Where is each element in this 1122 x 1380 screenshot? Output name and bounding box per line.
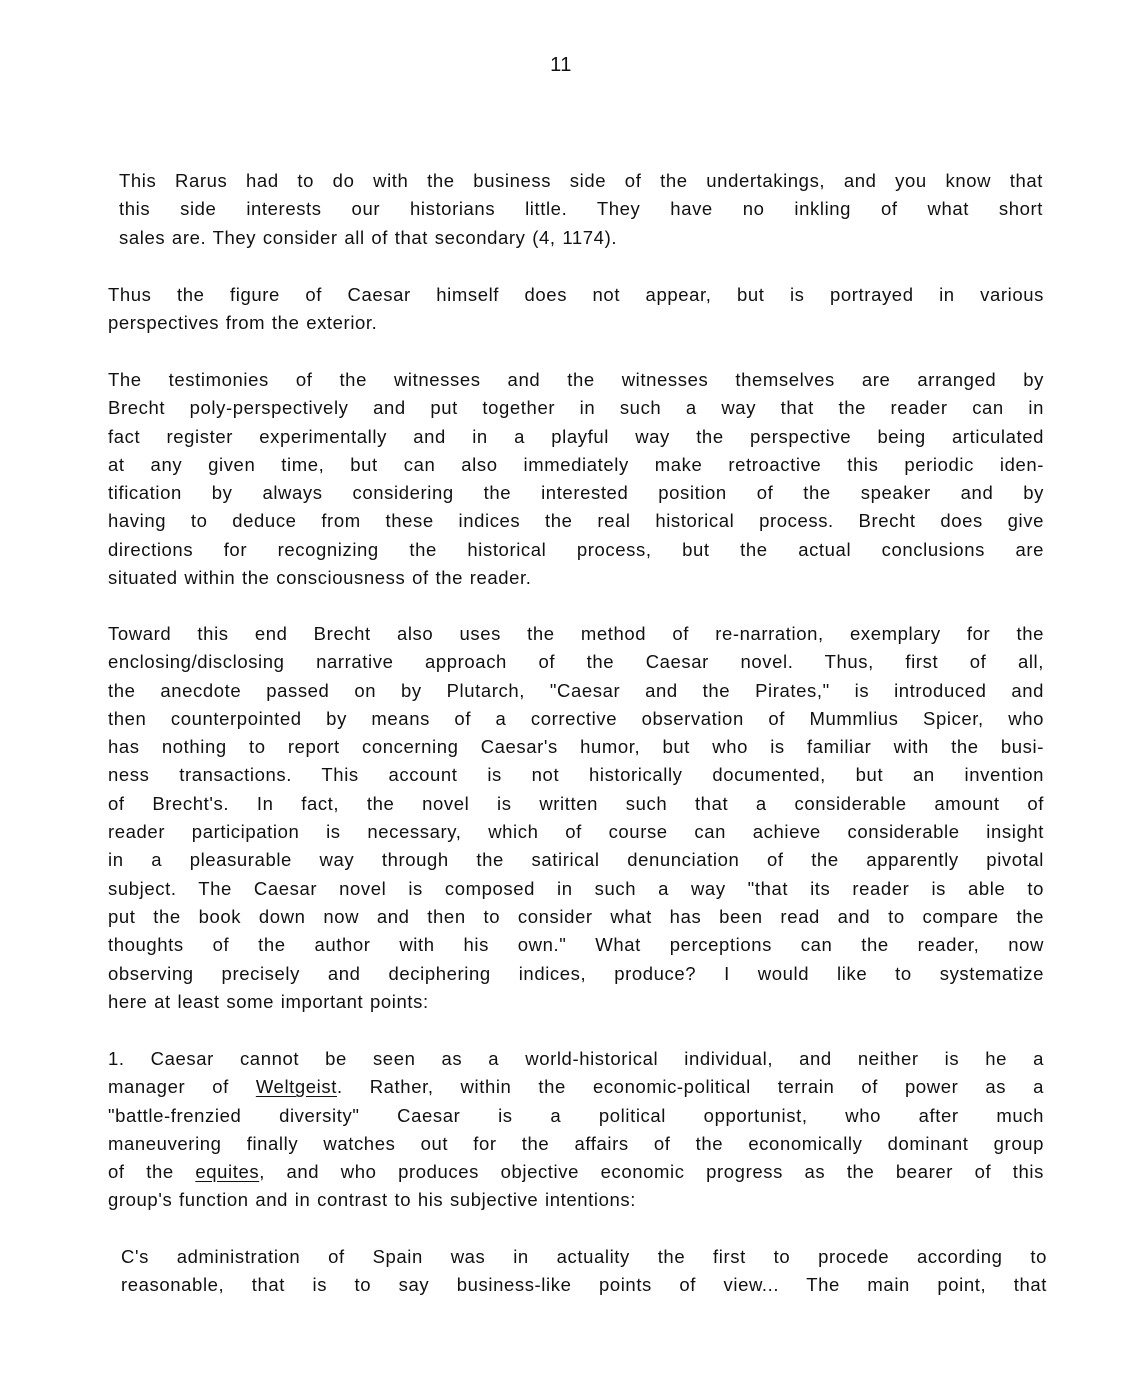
text-line: sales are. They consider all of that secondary (4, 1174). xyxy=(119,226,618,248)
text-line xyxy=(108,1158,1044,1186)
text-line: in a pleasurable way through the satirical denunciation of the apparently pivotal xyxy=(108,849,1044,871)
text-line: this side interests our historians little. They have no inkling of what short xyxy=(119,198,1043,220)
underlined-term-equites: equites xyxy=(195,1161,260,1183)
text-line: Brecht poly-perspectively and put together in such a way that the reader can in xyxy=(108,397,1044,419)
paragraph-testimonies xyxy=(108,366,1044,592)
text-line: has nothing to report concerning Caesar's humor, but who is familiar with the busi- xyxy=(108,736,1044,758)
text-line: "battle-frenzied diversity" Caesar is a political opportunist, who after much xyxy=(108,1104,1044,1126)
page-number: 11 xyxy=(550,54,572,76)
text-line: here at least some important points: xyxy=(108,990,429,1012)
text-fragment: of the xyxy=(108,1161,196,1183)
text-line: tification by always considering the interested position of the speaker and by xyxy=(108,482,1044,504)
text-line: observing precisely and deciphering indices, produce? I would like to systematize xyxy=(108,962,1044,984)
text-line: This Rarus had to do with the business side of the undertakings, and you know that xyxy=(119,170,1043,191)
text-line: put the book down now and then to consider what has been read and to compare the xyxy=(108,905,1044,927)
text-line: Thus the figure of Caesar himself does not appear, but is portrayed in various xyxy=(108,284,1044,305)
text-line: perspectives from the exterior. xyxy=(108,312,378,334)
text-line: reader participation is necessary, which of course can achieve considerable insight xyxy=(108,821,1044,843)
text-line: reasonable, that is to say business-like points of view... The main point, that xyxy=(121,1274,1047,1296)
text-fragment: . Rather, within the economic-political terrain of power as a xyxy=(336,1076,1044,1098)
text-line: ness transactions. This account is not historically documented, but an invention xyxy=(108,764,1044,786)
text-line: the anecdote passed on by Plutarch, "Caesar and the Pirates," is introduced and xyxy=(108,679,1044,701)
text-line: thoughts of the author with his own." What perceptions can the reader, now xyxy=(108,934,1044,956)
text-line: having to deduce from these indices the real historical process. Brecht does give xyxy=(108,510,1044,532)
text-line: group's function and in contrast to his subjective intentions: xyxy=(108,1189,636,1211)
paragraph-caesar-figure xyxy=(108,281,1044,338)
text-line: fact register experimentally and in a playful way the perspective being articulated xyxy=(108,425,1044,447)
text-line: situated within the consciousness of the reader. xyxy=(108,567,532,589)
block-quote-rarus xyxy=(119,167,1043,252)
text-line: maneuvering finally watches out for the affairs of the economically dominant group xyxy=(108,1132,1044,1154)
text-fragment: manager of xyxy=(108,1076,256,1098)
text-line: Toward this end Brecht also uses the method of re-narration, exemplary for the xyxy=(108,623,1044,644)
text-line: directions for recognizing the historical process, but the actual conclusions are xyxy=(108,538,1044,560)
text-line: then counterpointed by means of a corrective observation of Mummlius Spicer, who xyxy=(108,707,1044,729)
text-fragment: , and who produces objective economic progress as the bearer of this xyxy=(259,1161,1044,1183)
text-line: The testimonies of the witnesses and the witnesses themselves are arranged by xyxy=(108,369,1044,390)
underlined-term-weltgeist: Weltgeist xyxy=(255,1076,337,1098)
paragraph-point-1 xyxy=(108,1045,1044,1215)
text-line: of Brecht's. In fact, the novel is written such that a considerable amount of xyxy=(108,792,1044,814)
text-line: C's administration of Spain was in actuality the first to procede according to xyxy=(121,1246,1047,1267)
text-line xyxy=(108,1073,1044,1101)
paragraph-re-narration xyxy=(108,620,1044,1016)
text-line: subject. The Caesar novel is composed in such a way "that its reader is able to xyxy=(108,877,1044,899)
text-line: at any given time, but can also immediately make retroactive this periodic iden- xyxy=(108,453,1044,475)
block-quote-spain xyxy=(121,1243,1047,1300)
text-line: 1. Caesar cannot be seen as a world-historical individual, and neither is he a xyxy=(108,1048,1044,1069)
text-line: enclosing/disclosing narrative approach of the Caesar novel. Thus, first of all, xyxy=(108,651,1044,673)
